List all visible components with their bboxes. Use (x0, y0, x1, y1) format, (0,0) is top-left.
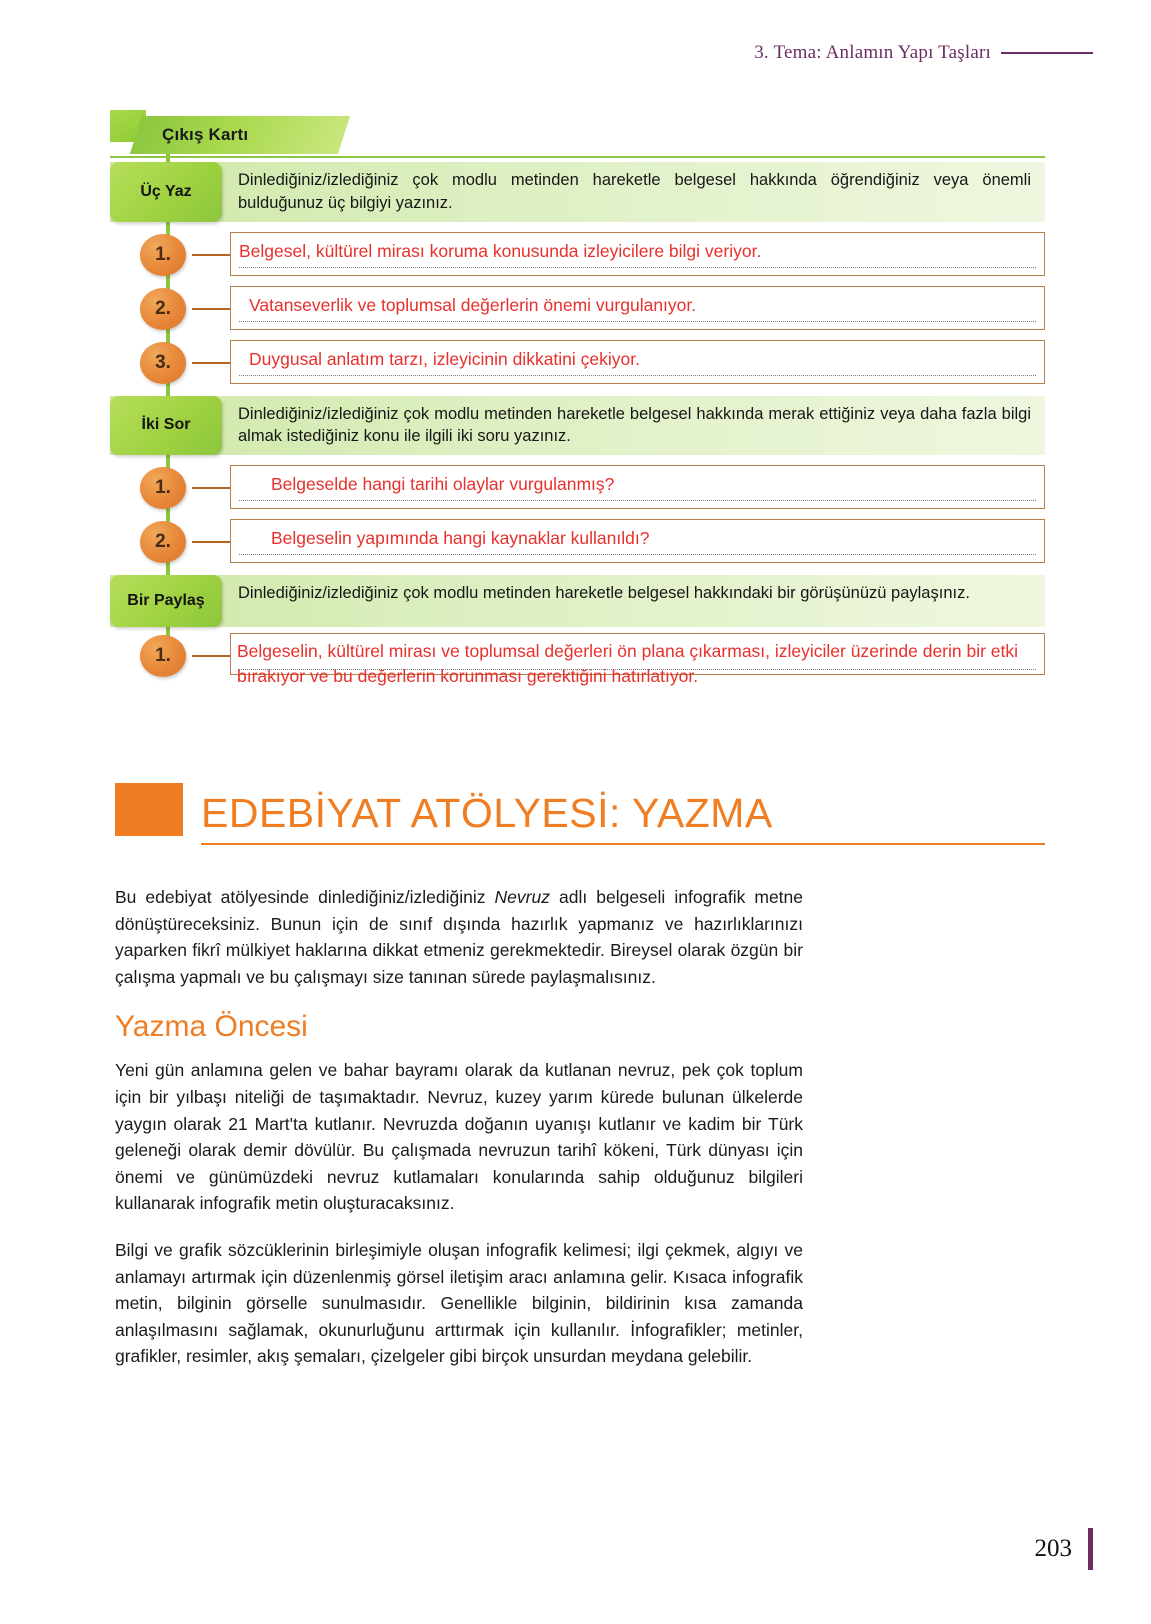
instruction-banner-bir-paylas (110, 575, 1045, 627)
bullet-number: 3. (155, 351, 171, 373)
answer-field[interactable] (230, 465, 1045, 509)
writing-line (239, 375, 1036, 376)
leader-line (192, 655, 230, 657)
bullet-marker (140, 521, 192, 561)
writing-line (239, 267, 1036, 268)
header-rule (1001, 52, 1093, 54)
intro-paragraph (115, 884, 803, 990)
answer-text: Duygusal anlatım tarzı, izleyicinin dikkatini çekiyor. (249, 348, 640, 369)
answer-row (110, 519, 1045, 563)
subsection-title: Yazma Öncesi (115, 1010, 308, 1044)
bullet-marker (140, 288, 192, 328)
bullet-number: 1. (155, 477, 171, 499)
bullet-number: 2. (155, 531, 171, 553)
answer-field[interactable] (230, 340, 1045, 384)
answer-field[interactable] (230, 633, 1045, 687)
section-title-rule (201, 843, 1045, 845)
body-column (115, 884, 803, 1390)
answer-field[interactable] (230, 286, 1045, 330)
exit-card (110, 108, 1045, 687)
writing-line (239, 669, 1036, 670)
page-number: 203 (1034, 1535, 1072, 1562)
leader-line (192, 254, 230, 256)
answer-field[interactable] (230, 519, 1045, 563)
pill-uc-yaz (110, 162, 222, 222)
bullet-marker (140, 342, 192, 382)
bullet-marker (140, 234, 192, 274)
answer-text: Belgeselin, kültürel mirası ve toplumsal değerleri ön plana çıkarması, izleyiciler üzerinde derin bir etki bırakıyor ve bu değerlerin korunması gerektiğini hatırlatıyor. (237, 641, 1019, 687)
theme-title: 3. Tema: Anlamın Yapı Taşları (754, 42, 991, 63)
pill-bir-paylas (110, 575, 222, 627)
page-footer (1035, 1528, 1094, 1570)
writing-line (239, 554, 1036, 555)
footer-accent-bar (1088, 1528, 1093, 1570)
answer-text: Belgeselde hangi tarihi olaylar vurgulanmış? (271, 474, 615, 495)
bullet-number: 1. (155, 645, 171, 667)
instruction-text: Dinlediğiniz/izlediğiniz çok modlu metinden hareketle belgesel hakkında öğrendiğiniz veya önemli bulduğunuz üç bilgiyi yazınız. (238, 171, 1031, 212)
leader-line (192, 541, 230, 543)
writing-line (239, 500, 1036, 501)
bullet-marker (140, 467, 192, 507)
answer-row (110, 232, 1045, 276)
page-title: EDEBİYAT ATÖLYESİ: YAZMA (201, 790, 773, 836)
answer-text: Belgeselin yapımında hangi kaynaklar kullanıldı? (271, 528, 650, 549)
answer-row (110, 286, 1045, 330)
exit-card-tab-label: Çıkış Kartı (162, 125, 249, 144)
answer-text: Belgesel, kültürel mirası koruma konusunda izleyicilere bilgi veriyor. (239, 240, 762, 261)
instruction-text: Dinlediğiniz/izlediğiniz çok modlu metinden hareketle belgesel hakkında merak ettiğiniz veya daha fazla bilgi almak istediğiniz konu ile ilgili iki soru yazınız. (238, 404, 1031, 446)
leader-line (192, 308, 230, 310)
instruction-banner-uc-yaz (110, 162, 1045, 222)
intro-post: adlı belgeseli infografik metne dönüştüreceksiniz. Bunun için de sınıf dışında hazırlık yapmanız ve hazırlıklarınızı yaparken fikrî mülkiyet haklarına dikkat etmeniz gerekmektedir. Bireysel olarak özgün bir çalışma yapmalı ve bu çalışmayı size tanınan sürede paylaşmalısınız. (115, 887, 804, 987)
bullet-number: 1. (155, 243, 171, 265)
pill-iki-sor (110, 396, 222, 456)
pill-label: İki Sor (141, 416, 191, 434)
answer-row (110, 633, 1045, 687)
writing-line (239, 321, 1036, 322)
instruction-text: Dinlediğiniz/izlediğiniz çok modlu metinden hareketle belgesel hakkındaki bir görüşünüzü paylaşınız. (238, 584, 970, 603)
section-accent-block (115, 783, 183, 836)
pill-label: Bir Paylaş (127, 592, 205, 610)
paragraph-2: Yeni gün anlamına gelen ve bahar bayramı olarak da kutlanan nevruz, pek çok toplum için bir yılbaşı niteliği de taşımaktadır. Nevruz, kuzey yarım kürede bulunan ülkelerde yaygın olarak 21 Mart'ta kutlanır. Nevruzda doğanın uyanışı kutlanır ve kadim bir Türk geleneği olarak demir dövülür. Bu çalışmada nevruzun tarihî kökeni, Türk dünyası için önemi ve günümüzdeki nevruz kutlamaları konularında sahip olduğunuz bilgileri kullanarak infografik metin oluşturacaksınız. (115, 1060, 803, 1214)
documentary-title: Nevruz (494, 887, 550, 907)
running-header (754, 42, 1093, 64)
instruction-banner-iki-sor (110, 396, 1045, 456)
tab-underline (110, 156, 1045, 158)
pill-label: Üç Yaz (140, 182, 192, 200)
paragraph-3: Bilgi ve grafik sözcüklerinin birleşimiyle oluşan infografik kelimesi; ilgi çekmek, algıyı ve anlamayı artırmak için düzenlenmiş görsel iletişim aracı anlamına gelir. Kısaca infografik metin, bilginin görselle sunulmasıdır. Genellikle bilginin, bildirinin kısa zamanda anlaşılmasını sağlamak, okunurluğunu arttırmak için kullanılır. İnfografikler; metinler, grafikler, resimler, akış şemaları, çizelgeler gibi birçok unsurdan meydana gelebilir. (115, 1239, 803, 1367)
section-title-block (115, 783, 1045, 845)
leader-line (192, 487, 230, 489)
answer-field[interactable] (230, 232, 1045, 276)
bullet-marker (140, 635, 192, 675)
answer-row (110, 340, 1045, 384)
intro-pre: Bu edebiyat atölyesinde dinlediğiniz/izlediğiniz (115, 887, 495, 907)
answer-text: Vatanseverlik ve toplumsal değerlerin önemi vurgulanıyor. (249, 294, 697, 315)
answer-row (110, 465, 1045, 509)
bullet-number: 2. (155, 297, 171, 319)
leader-line (192, 362, 230, 364)
exit-card-tab (110, 108, 1045, 154)
